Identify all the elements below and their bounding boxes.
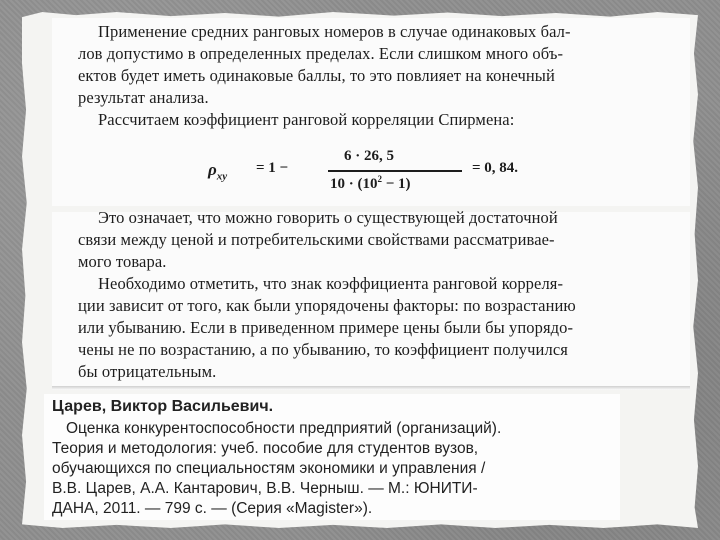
scan-cut-edge bbox=[52, 386, 690, 390]
bibliographic-reference bbox=[44, 394, 620, 520]
formula-numerator: 6 · 26, 5 bbox=[344, 148, 395, 164]
reference-line-4: В.В. Царев, А.А. Кантарович, В.В. Черныш. — М.: ЮНИТИ- bbox=[52, 480, 478, 497]
reference-author: Царев, Виктор Васильевич. bbox=[52, 398, 274, 415]
fraction-bar bbox=[328, 170, 462, 172]
text-line-5: Рассчитаем коэффициент ранговой корреляции Спирмена: bbox=[98, 110, 515, 129]
text-line-2: лов допустимо в определенных пределах. Если слишком много объ- bbox=[78, 44, 564, 63]
text-line-11: или убыванию. Если в приведенном примере цены были бы упорядо- bbox=[78, 318, 574, 337]
reference-line-3: обучающихся по специальностям экономики и управления / bbox=[52, 460, 486, 477]
reference-line-1: Оценка конкурентоспособности предприятий (организаций). bbox=[66, 420, 502, 437]
text-line-4: результат анализа. bbox=[78, 88, 209, 107]
formula-result: = 0, 84. bbox=[472, 160, 519, 176]
text-line-1: Применение средних ранговых номеров в случае одинаковых бал- bbox=[98, 22, 571, 41]
spearman-formula bbox=[208, 146, 608, 196]
formula-denominator: $10 \cdot (10^2 - 1)$ bbox=[330, 174, 411, 192]
text-line-6: Это означает, что можно говорить о существующей достаточной bbox=[98, 208, 558, 227]
textbook-scan bbox=[52, 18, 690, 390]
text-line-9: Необходимо отметить, что знак коэффициента ранговой корреля- bbox=[98, 274, 564, 293]
text-line-13: бы отрицательным. bbox=[78, 362, 217, 381]
formula-eq: = 1 − bbox=[256, 160, 289, 176]
reference-line-2: Теория и методология: учеб. пособие для студентов вузов, bbox=[52, 440, 479, 457]
formula-lhs: $\rho_{xy}$ bbox=[208, 160, 228, 183]
text-line-10: ции зависит от того, как были упорядочены факторы: по возрастанию bbox=[78, 296, 576, 315]
text-line-7: связи между ценой и потребительскими свойствами рассматривае- bbox=[78, 230, 555, 249]
text-line-3: ектов будет иметь одинаковые баллы, то это повлияет на конечный bbox=[78, 66, 555, 85]
reference-line-5: ДАНА, 2011. — 799 с. — (Серия «Magister»). bbox=[52, 500, 373, 517]
text-line-12: чены не по возрастанию, а по убыванию, то коэффициент получился bbox=[78, 340, 568, 359]
text-line-8: мого товара. bbox=[78, 252, 167, 271]
